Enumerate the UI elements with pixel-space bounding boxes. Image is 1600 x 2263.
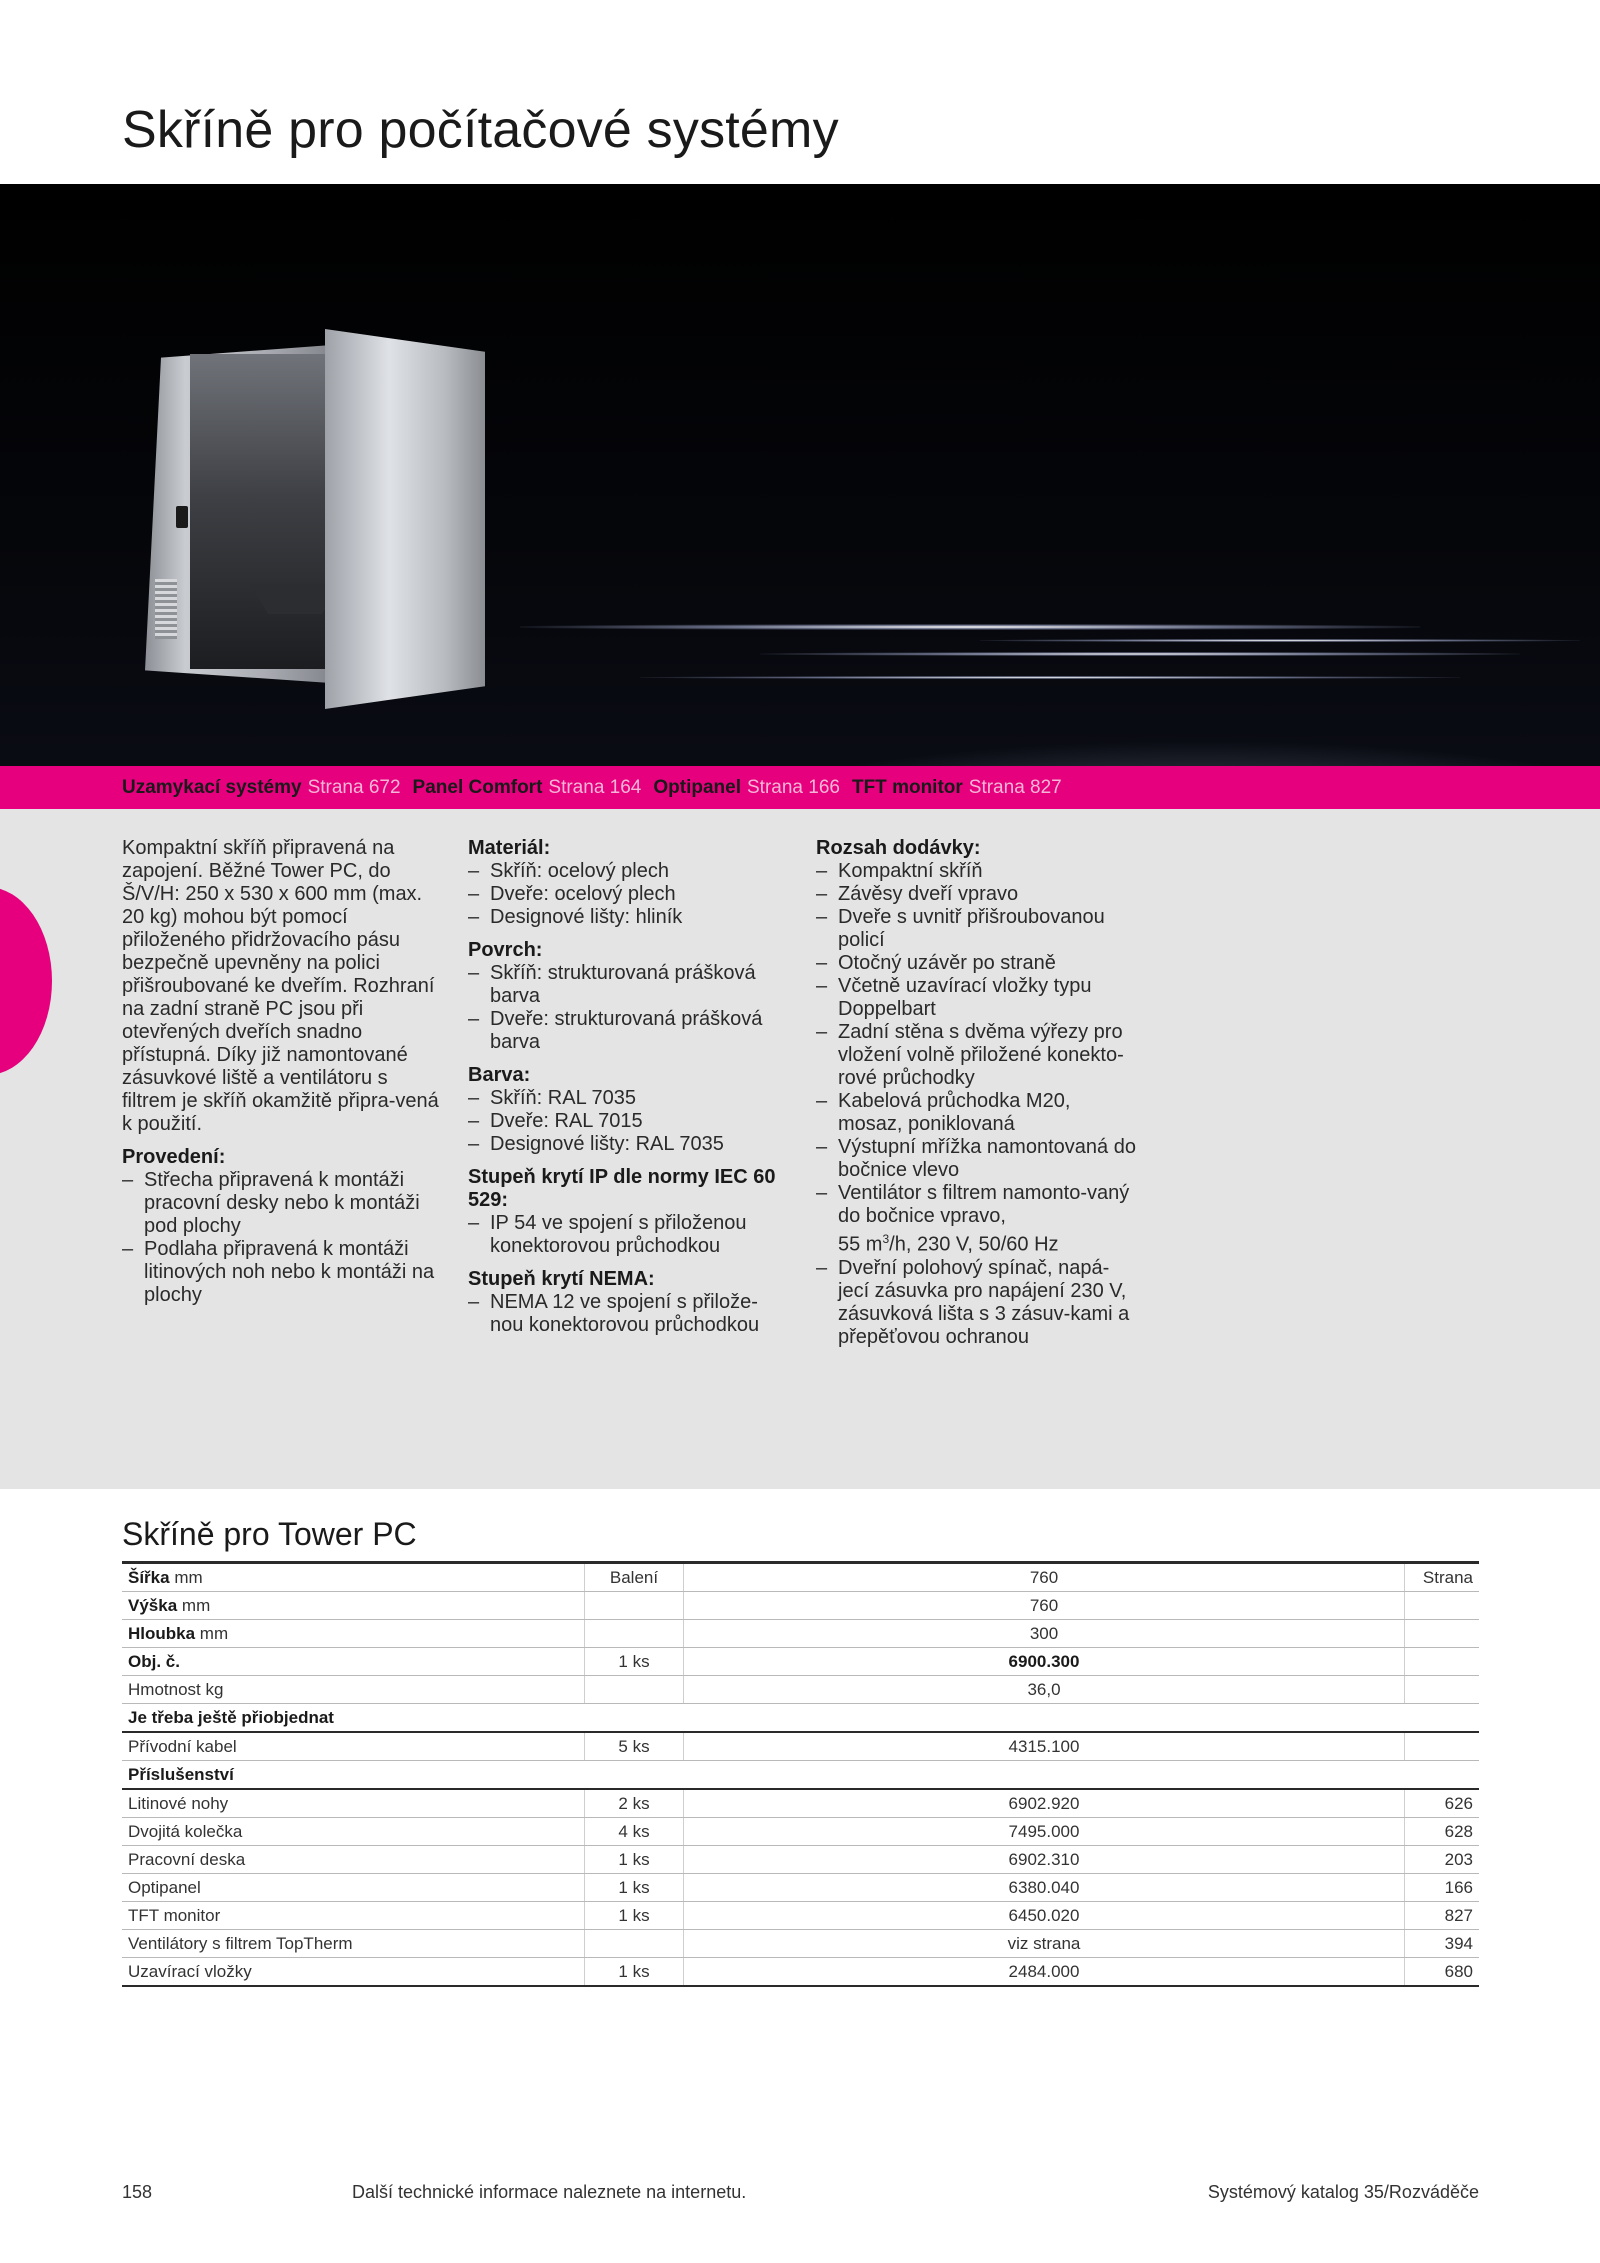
cabinet-door <box>325 329 485 709</box>
footer-note: Další technické informace naleznete na internetu. <box>352 2182 747 2202</box>
ip-heading: Stupeň krytí IP dle normy IEC 60 529: <box>468 1166 776 1211</box>
ref-locking-systems[interactable]: Uzamykací systémy Strana 672 <box>122 776 401 798</box>
nema-heading: Stupeň krytí NEMA: <box>468 1268 655 1290</box>
list-item: – Skříň: ocelový plech <box>468 860 788 883</box>
table-row: Výška mm 760 <box>122 1592 1479 1620</box>
ref-tft-monitor[interactable]: TFT monitor Strana 827 <box>851 776 1062 798</box>
description-column-2 <box>468 837 788 1337</box>
list-item: – Designové lišty: RAL 7035 <box>468 1133 788 1156</box>
list-item: – Podlaha připravená k montáži litinových noh nebo k montáži na plochy <box>122 1238 442 1307</box>
list-item: – Výstupní mřížka namontovaná do bočnice vlevo <box>816 1136 1136 1182</box>
vent-grille <box>155 579 177 639</box>
list-item: – Dveřní polohový spínač, napá-jecí zásuvka pro napájení 230 V, zásuvková lišta s 3 zásuv-kami a přepěťovou ochranou <box>816 1257 1136 1349</box>
table-row: Uzavírací vložky 1 ks 2484.000 680 <box>122 1958 1479 1987</box>
list-item: – Skříň: RAL 7035 <box>468 1087 788 1110</box>
list-item: – Zadní stěna s dvěma výřezy pro vložení volně přiložené konekto-rové průchodky <box>816 1021 1136 1090</box>
ip-list <box>468 1212 788 1258</box>
section-required-row: Je třeba ještě přiobjednat <box>122 1704 1479 1733</box>
list-item: – Dveře s uvnitř přišroubovanou policí <box>816 906 1136 952</box>
lock-handle-icon <box>176 506 188 528</box>
rozsah-list <box>816 860 1136 1349</box>
description-column-1 <box>122 837 442 1307</box>
table-row: Ventilátory s filtrem TopTherm viz strana 394 <box>122 1930 1479 1958</box>
table-row: Hmotnost kg 36,0 <box>122 1676 1479 1704</box>
material-list <box>468 860 788 929</box>
table-row: Hloubka mm 300 <box>122 1620 1479 1648</box>
provedeni-heading: Provedení: <box>122 1146 226 1168</box>
list-item: – Dveře: RAL 7015 <box>468 1110 788 1133</box>
section-accessories-row: Příslušenství <box>122 1761 1479 1790</box>
povrch-list <box>468 962 788 1054</box>
table-row: Dvojitá kolečka 4 ks 7495.000 628 <box>122 1818 1479 1846</box>
list-item: – Ventilátor s filtrem namonto-vaný do bočnice vpravo, 55 $m^3/h$, 230 V, 50/60 Hz <box>816 1182 1136 1257</box>
list-item: – Včetně uzavírací vložky typu Doppelbart <box>816 975 1136 1021</box>
list-item: – Dveře: strukturovaná prášková barva <box>468 1008 788 1054</box>
list-item: – IP 54 ve spojení s přiloženou konektorovou průchodkou <box>468 1212 788 1258</box>
barva-heading: Barva: <box>468 1064 531 1086</box>
list-item: – Střecha připravená k montáži pracovní desky nebo k montáži pod plochy <box>122 1169 442 1238</box>
table-title: Skříně pro Tower PC <box>122 1516 417 1552</box>
list-item: – Kabelová průchodka M20, mosaz, poniklovaná <box>816 1090 1136 1136</box>
page-number: 158 <box>122 2182 153 2202</box>
rozsah-heading: Rozsah dodávky: <box>816 837 981 859</box>
reference-bar <box>0 766 1600 809</box>
table-row: Litinové nohy 2 ks 6902.920 626 <box>122 1789 1479 1818</box>
material-heading: Materiál: <box>468 837 551 859</box>
list-item: – NEMA 12 ve spojení s přilože-nou konektorovou průchodkou <box>468 1291 788 1337</box>
page-title: Skříně pro počítačové systémy <box>122 101 839 159</box>
povrch-heading: Povrch: <box>468 939 543 961</box>
list-item: – Závěsy dveří vpravo <box>816 883 1136 906</box>
provedeni-list <box>122 1169 442 1307</box>
nema-list <box>468 1291 788 1337</box>
list-item: – Kompaktní skříň <box>816 860 1136 883</box>
table-row: Přívodní kabel 5 ks 4315.100 <box>122 1732 1479 1761</box>
barva-list <box>468 1087 788 1156</box>
table-row: Pracovní deska 1 ks 6902.310 203 <box>122 1846 1479 1874</box>
table-row: TFT monitor 1 ks 6450.020 827 <box>122 1902 1479 1930</box>
footer-catalog: Systémový katalog 35/Rozváděče <box>1207 2182 1479 2202</box>
ref-panel-comfort[interactable]: Panel Comfort Strana 164 <box>412 776 642 798</box>
table-row: Obj. č. 1 ks 6900.300 <box>122 1648 1479 1676</box>
list-item: – Skříň: strukturovaná prášková barva <box>468 962 788 1008</box>
list-item: – Otočný uzávěr po straně <box>816 952 1136 975</box>
list-item: – Designové lišty: hliník <box>468 906 788 929</box>
list-item: – Dveře: ocelový plech <box>468 883 788 906</box>
table-row: Šířka mm Balení 760 Strana <box>122 1563 1479 1592</box>
description-column-3 <box>816 837 1136 1349</box>
cabinet-interior <box>190 354 330 669</box>
intro-text: Kompaktní skříň připravená na zapojení. Běžné Tower PC, do Š/V/H: 250 x 530 x 600 mm (max. 20 kg) mohou být pomocí přiloženého přidržovacího pásu bezpečně upevněny na polici přišroubované ke dveřím. Rozhraní na zadní straně PC jsou při otevřených dveřích snadno přístupná. Díky již namontované zásuvkové liště a ventilátoru s filtrem je skříň okamžitě připra-vená k použití. <box>122 837 439 1135</box>
product-photo <box>0 184 1600 766</box>
spec-table <box>122 1561 1479 1987</box>
ref-optipanel[interactable]: Optipanel Strana 166 <box>653 776 840 798</box>
table-row: Optipanel 1 ks 6380.040 166 <box>122 1874 1479 1902</box>
